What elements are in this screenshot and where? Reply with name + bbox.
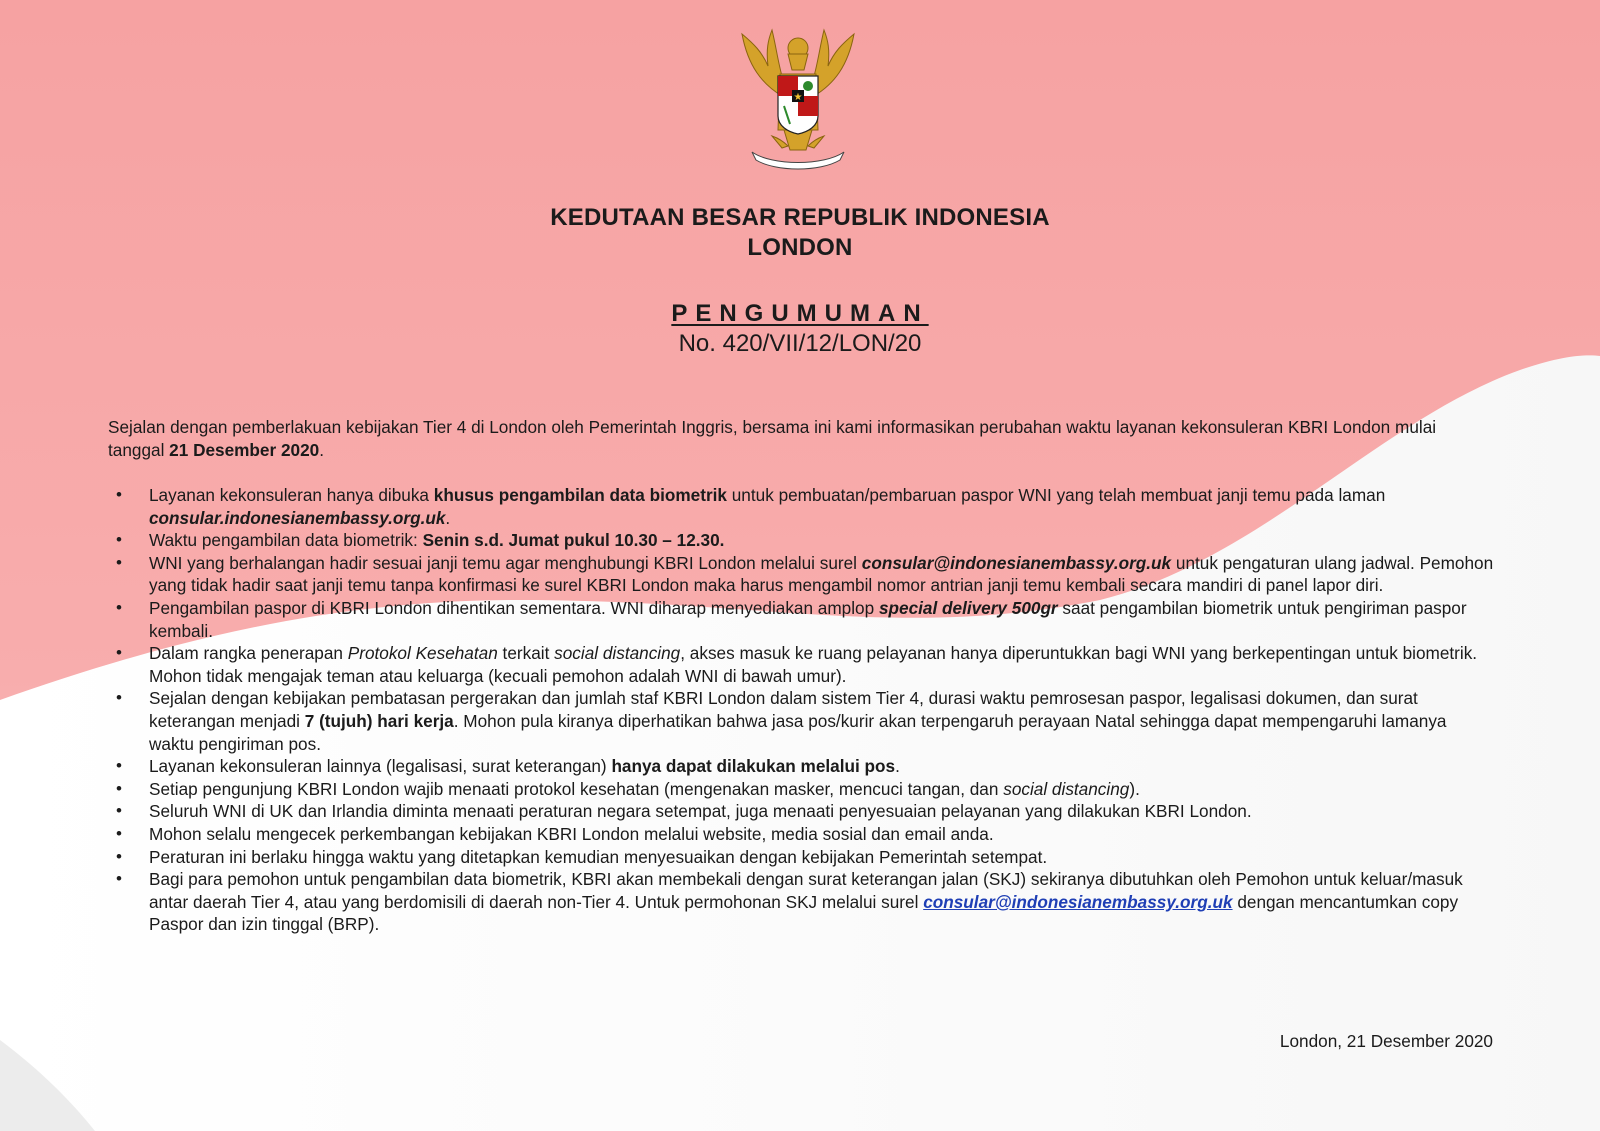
embassy-city: LONDON	[747, 234, 853, 261]
bullet-text: Mohon selalu mengecek perkembangan kebijakan KBRI London melalui website, media sosial dan email anda.	[149, 823, 994, 844]
bullet-text: , akses masuk ke ruang pelayanan hanya diperuntukkan bagi WNI yang berkepentingan untuk biometrik. Mohon tidak mengajak teman atau keluarga (kecuali pemohon adalah WNI di bawah umur).	[149, 643, 1478, 686]
bullet-bold: khusus pengambilan data biometrik	[433, 485, 727, 505]
bullet-text: Pengambilan paspor di KBRI London dihentikan sementara. WNI diharap menyediakan amplop	[149, 597, 879, 618]
intro-paragraph	[108, 416, 1488, 461]
consular-website-text: consular.indonesianembassy.org.uk	[149, 507, 446, 528]
consular-email-text: consular@indonesianembassy.org.uk	[861, 552, 1172, 573]
bullet-text: Waktu pengambilan data biometrik:	[149, 530, 423, 551]
list-item	[108, 597, 1494, 642]
list-item	[108, 823, 1494, 846]
bullet-italic: Protokol Kesehatan	[347, 643, 498, 664]
bullet-text: Dalam rangka penerapan	[149, 643, 348, 664]
list-item	[108, 687, 1494, 755]
list-item	[108, 846, 1494, 869]
bullet-text: Sejalan dengan kebijakan pembatasan pergerakan dan jumlah staf KBRI London dalam sistem Tier 4, durasi waktu pemrosesan paspor, legalisasi dokumen, dan surat keterangan menjadi	[149, 688, 1418, 731]
embassy-name: KEDUTAAN BESAR REPUBLIK INDONESIA	[550, 204, 1050, 231]
bullet-bold: hanya dapat dilakukan melalui pos	[611, 756, 896, 777]
svg-text:★: ★	[793, 92, 803, 103]
list-item	[108, 642, 1494, 687]
list-item	[108, 800, 1494, 823]
bullet-text: . Mohon pula kiranya diperhatikan bahwa jasa pos/kurir akan terpengaruh perayaan Natal sehingga dapat mempengaruhi lamanya waktu pengiriman pos.	[149, 710, 1447, 754]
bullet-text: .	[895, 756, 900, 777]
bullet-text: saat pengambilan biometrik untuk pengiriman paspor kembali.	[149, 597, 1467, 641]
bullet-text: untuk pengaturan ulang jadwal. Pemohon yang tidak hadir saat janji temu tanpa konfirmasi ke surel KBRI London maka harus mengambil nomor antrian janji temu kembali secara mandiri di panel lapor diri.	[149, 552, 1494, 596]
list-item	[108, 484, 1494, 529]
list-item	[108, 552, 1494, 597]
bullet-bold-italic: special delivery 500gr	[878, 597, 1058, 618]
bullet-italic: social distancing	[554, 643, 681, 664]
bullet-italic: social distancing	[1003, 778, 1130, 799]
intro-end: .	[319, 439, 324, 460]
bullet-text: dengan mencantumkan copy Paspor dan izin tinggal (BRP).	[149, 891, 1459, 935]
bullet-text: Setiap pengunjung KBRI London wajib menaati protokol kesehatan (mengenakan masker, mencuci tangan, dan	[149, 778, 1004, 799]
bullet-text: terkait	[497, 643, 555, 664]
bullet-text: WNI yang berhalangan hadir sesuai janji temu agar menghubungi KBRI London melalui surel	[149, 552, 862, 573]
bullet-text: Bagi para pemohon untuk pengambilan data biometrik, KBRI akan membekali dengan surat keterangan jalan (SKJ) sekiranya dibutuhkan oleh Pemohon untuk keluar/masuk antar daerah Tier 4, atau yang berdomisili di daerah non-Tier 4. Untuk permohonan SKJ melalui surel	[149, 869, 1463, 912]
bullet-bold: 7 (tujuh) hari kerja	[304, 710, 454, 731]
list-item	[108, 778, 1494, 801]
intro-date: 21 Desember 2020	[169, 439, 320, 460]
bullet-text: Seluruh WNI di UK dan Irlandia diminta menaati peraturan negara setempat, juga menaati penyesuaian pelayanan yang dilakukan KBRI London.	[149, 801, 1252, 822]
place-and-date: London, 21 Desember 2020	[1279, 1031, 1493, 1051]
list-item	[108, 529, 1494, 552]
bullet-text: ).	[1129, 778, 1140, 799]
consular-email-link[interactable]: consular@indonesianembassy.org.uk	[923, 891, 1233, 912]
bullet-bold: Senin s.d. Jumat pukul 10.30 – 12.30.	[422, 530, 725, 551]
intro-text: Sejalan dengan pemberlakuan kebijakan Tier 4 di London oleh Pemerintah Inggris, bersama ini kami informasikan perubahan waktu layanan kekonsuleran KBRI London mulai tanggal	[108, 417, 1437, 460]
bullet-text: Layanan kekonsuleran lainnya (legalisasi, surat keterangan)	[149, 756, 612, 777]
bullet-text: Layanan kekonsuleran hanya dibuka	[149, 485, 434, 505]
announcement-bullet-list	[108, 484, 1494, 936]
bullet-text: Peraturan ini berlaku hingga waktu yang ditetapkan kemudian menyesuaikan dengan kebijakan Pemerintah setempat.	[149, 846, 1048, 867]
list-item	[108, 755, 1494, 778]
bullet-text: .	[445, 507, 451, 528]
bullet-text: untuk pembuatan/pembaruan paspor WNI yang telah membuat janji temu pada laman	[726, 485, 1386, 505]
announcement-number: No. 420/VII/12/LON/20	[678, 330, 922, 357]
list-item	[108, 868, 1494, 936]
announcement-title: PENGUMUMAN	[671, 300, 929, 327]
garuda-pancasila-emblem	[732, 26, 864, 170]
